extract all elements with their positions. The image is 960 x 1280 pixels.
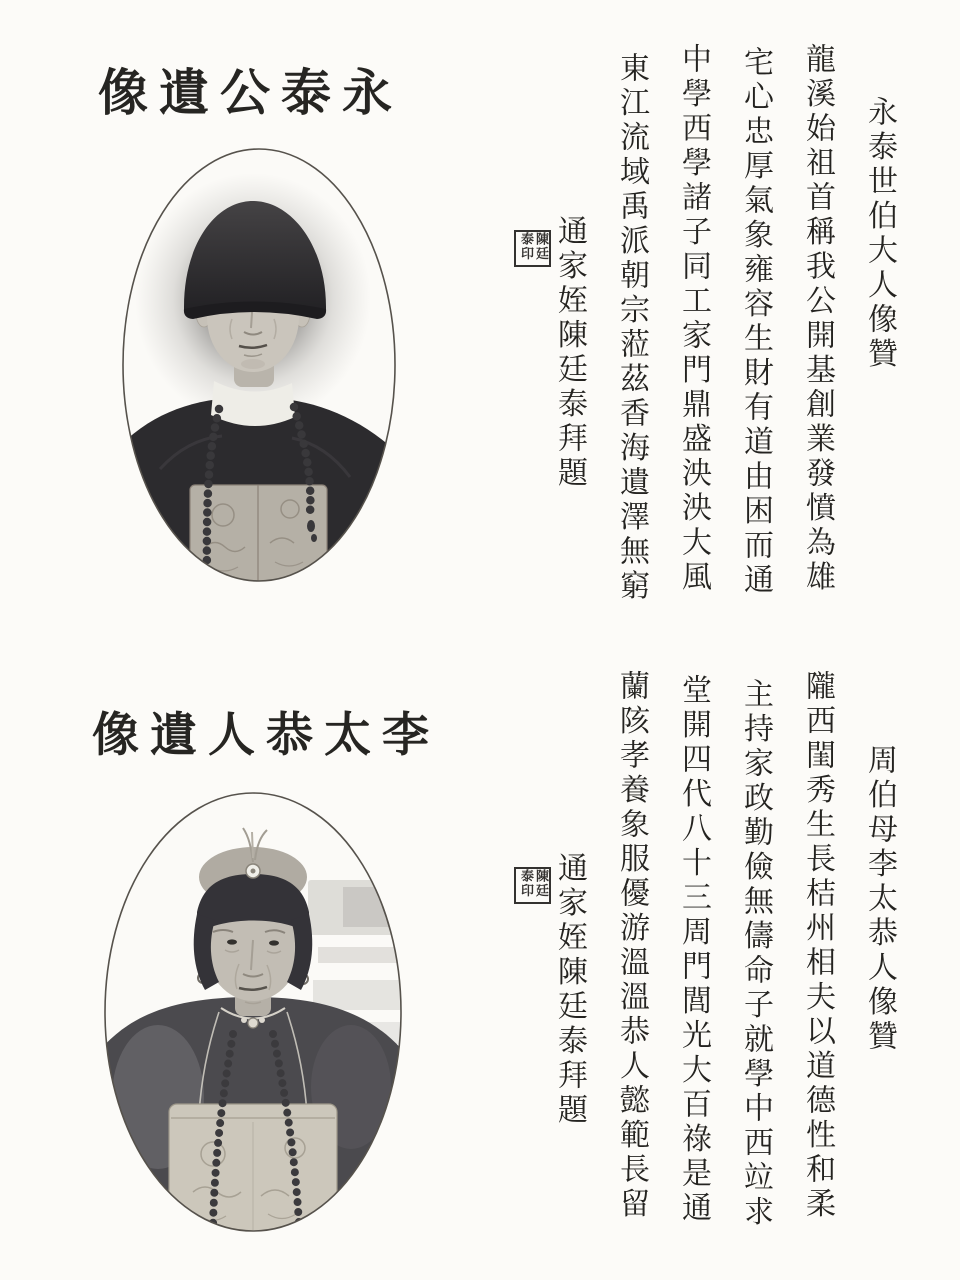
portrait-illustration-woman [103,792,403,1233]
eulogy-verse-column: 蘭陔孝養象服優游溫溫恭人懿範長留 [614,670,649,1222]
portrait-caption-madam-li: 像遺人恭太李 [92,708,440,764]
portrait-caption-yongtai: 像遺公泰永 [98,62,403,122]
signature-text: 通家姪陳廷泰拜題 [552,215,587,491]
eulogy-verse-column: 龍溪始祖首稱我公開基創業發憤為雄 [800,43,835,595]
eulogy-signature-column [514,662,586,1272]
portrait-photo-madam-li [103,792,403,1233]
signature-text: 通家姪陳廷泰拜題 [552,852,587,1128]
eulogy-verse-column: 堂開四代八十三周門閭光大百祿是通 [676,674,711,1226]
eulogy-verse-column: 隴西閨秀生長桔州相夫以道德性和柔 [800,670,835,1222]
eulogy-signature-column [514,38,586,642]
collar-clasp [248,1018,258,1028]
eulogy-madam-li [486,662,896,1272]
eulogy-title-column: 周伯母李太恭人像贊 [862,744,897,1055]
portrait-illustration-man [120,147,398,584]
eulogy-verse-column: 東江流域禹派朝宗蒞茲香海遺澤無窮 [614,52,649,604]
portrait-photo-yongtai [120,147,398,584]
eulogy-verse-column: 中學西學諸子同工家門鼎盛泱泱大風 [676,43,711,595]
eulogy-verse-column: 宅心忠厚氣象雍容生財有道由困而通 [738,46,773,598]
seal-stamp: 陳廷泰印 [514,230,551,267]
eulogy-verse-column: 主持家政勤儉無儔命子就學中西竝求 [738,678,773,1230]
eulogy-title-column: 永泰世伯大人像贊 [862,96,897,372]
seal-stamp: 陳廷泰印 [514,867,551,904]
eulogy-yongtai [486,38,896,642]
